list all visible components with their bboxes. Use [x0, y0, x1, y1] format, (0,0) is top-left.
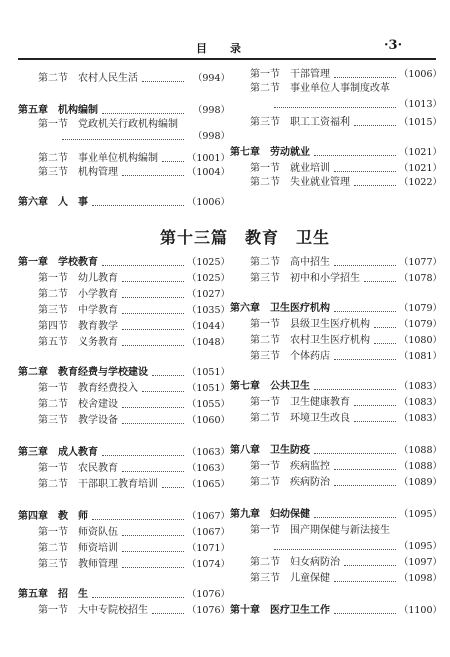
- page-header: [0, 0, 450, 60]
- toc-entry: [18, 336, 230, 350]
- toc-entry: [18, 320, 230, 334]
- toc-entry-page: （1001）: [186, 153, 230, 164]
- toc-entry: [18, 382, 230, 396]
- toc-entry: [18, 462, 230, 476]
- toc-entry: [18, 414, 230, 428]
- dot-leader: [334, 581, 396, 582]
- dot-leader: [142, 391, 184, 392]
- toc-entry-page: （1063）: [186, 447, 230, 458]
- toc-entry-title: 第三节 初中和小学招生: [250, 273, 360, 284]
- toc-entry: [230, 556, 442, 570]
- dot-leader: [122, 281, 184, 282]
- dot-leader: [122, 423, 184, 424]
- toc-entry-page: （1088）: [398, 445, 442, 456]
- toc-entry-title: 第四节 教育教学: [38, 321, 118, 332]
- toc-chapter: [230, 302, 442, 316]
- toc-entry-page: （1051）: [186, 383, 230, 394]
- dot-leader: [102, 265, 184, 266]
- dot-leader: [334, 613, 396, 614]
- part-title: 第十三篇 教育 卫生: [160, 228, 331, 247]
- dot-leader: [354, 185, 396, 186]
- toc-entry-title: 第二节 农村人民生活: [38, 73, 138, 84]
- toc-entry-page: （1077）: [398, 257, 442, 268]
- toc-chapter: [18, 366, 230, 380]
- toc-entry-title: 第三节 中学教育: [38, 305, 118, 316]
- dot-leader: [314, 517, 396, 518]
- dot-leader: [344, 565, 396, 566]
- toc-chapter: [230, 380, 442, 394]
- toc-chapter: [18, 196, 230, 210]
- toc-entry-page: （1022）: [398, 177, 442, 188]
- dot-leader: [374, 327, 396, 328]
- toc-entry-page: （1025）: [186, 273, 230, 284]
- toc-entry-title: 第一节 就业培训: [250, 163, 330, 174]
- dot-leader: [334, 77, 396, 78]
- toc-entry-title: 第二节 事业单位机构编制: [38, 153, 158, 164]
- toc-entry-page: （1088）: [398, 461, 442, 472]
- toc-entry-title: 第一节 师资队伍: [38, 527, 118, 538]
- dot-leader: [354, 405, 396, 406]
- toc-entry-page: （1027）: [186, 289, 230, 300]
- toc-entry: [18, 542, 230, 556]
- toc-entry: [18, 130, 230, 144]
- dot-leader: [122, 407, 184, 408]
- toc-entry: [18, 72, 230, 86]
- dot-leader: [334, 359, 396, 360]
- toc-entry: [230, 256, 442, 270]
- toc-entry-title: 第二节 妇女病防治: [250, 557, 340, 568]
- toc-entry-page: （1025）: [186, 257, 230, 268]
- toc-chapter: [230, 604, 442, 618]
- toc-entry: [230, 396, 442, 410]
- toc-entry-title: 第一节 大中专院校招生: [38, 605, 148, 616]
- toc-entry-page: （1089）: [398, 477, 442, 488]
- toc-entry-title: 第二节 小学教育: [38, 289, 118, 300]
- dot-leader: [334, 485, 396, 486]
- toc-entry: [230, 272, 442, 286]
- toc-entry-page: （1083）: [398, 413, 442, 424]
- toc-entry-page: （1078）: [398, 273, 442, 284]
- toc-entry-title: 第二章 教育经费与学校建设: [18, 367, 148, 378]
- toc-entry: [18, 398, 230, 412]
- dot-leader: [122, 329, 184, 330]
- toc-entry-title: 第十章 医疗卫生工作: [230, 605, 330, 616]
- toc-entry-page: （1065）: [186, 479, 230, 490]
- dot-leader: [122, 567, 184, 568]
- toc-entry-title: 第五节 义务教育: [38, 337, 118, 348]
- toc-chapter: [18, 446, 230, 460]
- toc-entry-title: 第一节 疾病监控: [250, 461, 330, 472]
- toc-entry-title: 第一节 党政机关行政机构编制: [38, 119, 178, 130]
- header-title: 目 录: [196, 42, 247, 55]
- toc-entry-title: 第九章 妇幼保健: [230, 509, 310, 520]
- toc-entry: [18, 152, 230, 166]
- toc-entry: [18, 478, 230, 492]
- toc-chapter: [230, 508, 442, 522]
- toc-entry: [230, 476, 442, 490]
- dot-leader: [92, 597, 184, 598]
- toc-entry-page: （1013）: [398, 99, 442, 110]
- dot-leader: [122, 551, 184, 552]
- toc-entry: [18, 288, 230, 302]
- toc-entry-title: 第三节 教学设备: [38, 415, 118, 426]
- toc-entry: [230, 412, 442, 426]
- toc-entry-page: （1083）: [398, 381, 442, 392]
- toc-entry-title: 第一节 围产期保健与新法接生: [250, 525, 390, 536]
- toc-entry-title: 第二节 高中招生: [250, 257, 330, 268]
- toc-entry-title: 第三章 成人教育: [18, 447, 98, 458]
- page-number: ·3·: [384, 38, 403, 53]
- toc-entry: [18, 558, 230, 572]
- toc-entry-title: 第二节 疾病防治: [250, 477, 330, 488]
- dot-leader: [122, 345, 184, 346]
- toc-entry-page: （1021）: [398, 147, 442, 158]
- toc-entry-title: 第七章 公共卫生: [230, 381, 310, 392]
- toc-entry: [230, 350, 442, 364]
- dot-leader: [152, 375, 184, 376]
- toc-entry: [230, 98, 442, 112]
- toc-entry-title: 第七章 劳动就业: [230, 147, 310, 158]
- toc-entry-page: （1048）: [186, 337, 230, 348]
- toc-entry-page: （1098）: [398, 573, 442, 584]
- toc-entry-title: 第二节 师资培训: [38, 543, 118, 554]
- dot-leader: [122, 471, 184, 472]
- header-rule: [18, 58, 436, 60]
- dot-leader: [102, 113, 184, 114]
- toc-entry: [230, 162, 442, 176]
- toc-entry-page: （1060）: [186, 415, 230, 426]
- toc-entry-title: 第二节 事业单位人事制度改革: [250, 83, 390, 94]
- toc-entry: [230, 334, 442, 348]
- toc-entry-page: （1071）: [186, 543, 230, 554]
- toc-entry-page: （1044）: [186, 321, 230, 332]
- toc-entry-page: （1080）: [398, 335, 442, 346]
- toc-entry-title: 第五章 机构编制: [18, 105, 98, 116]
- dot-leader: [364, 281, 396, 282]
- toc-entry-page: （1074）: [186, 559, 230, 570]
- toc-chapter: [230, 444, 442, 458]
- toc-entry-title: 第二节 失业就业管理: [250, 177, 350, 188]
- toc-entry: [18, 166, 230, 180]
- dot-leader: [354, 421, 396, 422]
- toc-entry-page: （1079）: [398, 303, 442, 314]
- toc-entry: [230, 460, 442, 474]
- dot-leader: [162, 487, 184, 488]
- toc-entry: [230, 176, 442, 190]
- toc-chapter: [18, 256, 230, 270]
- dot-leader: [92, 205, 184, 206]
- dot-leader: [314, 453, 396, 454]
- toc-entry-page: （1055）: [186, 399, 230, 410]
- dot-leader: [102, 455, 184, 456]
- dot-leader: [374, 343, 396, 344]
- toc-chapter: [230, 146, 442, 160]
- toc-entry-page: （998）: [192, 105, 230, 116]
- toc-entry-page: （1081）: [398, 351, 442, 362]
- toc-entry-title: 第五章 招 生: [18, 589, 88, 600]
- dot-leader: [122, 535, 184, 536]
- toc-entry-page: （1067）: [186, 511, 230, 522]
- toc-entry-page: （1063）: [186, 463, 230, 474]
- dot-leader: [354, 125, 396, 126]
- dot-leader: [122, 313, 184, 314]
- toc-entry: [230, 524, 442, 538]
- toc-entry-title: 第一节 县级卫生医疗机构: [250, 319, 370, 330]
- toc-entry: [230, 540, 442, 554]
- toc-entry-page: （998）: [192, 131, 230, 142]
- dot-leader: [274, 107, 396, 108]
- toc-entry-page: （1021）: [398, 163, 442, 174]
- toc-entry-title: 第二节 校舍建设: [38, 399, 118, 410]
- toc-entry-title: 第八章 卫生防疫: [230, 445, 310, 456]
- toc-entry: [230, 572, 442, 586]
- dot-leader: [314, 389, 396, 390]
- toc-entry-title: 第一节 农民教育: [38, 463, 118, 474]
- toc-entry-title: 第一节 干部管理: [250, 69, 330, 80]
- toc-entry-title: 第三节 个体药店: [250, 351, 330, 362]
- toc-entry-title: 第三节 职工工资福利: [250, 117, 350, 128]
- toc-entry-title: 第一节 幼儿教育: [38, 273, 118, 284]
- toc-entry-title: 第三节 教师管理: [38, 559, 118, 570]
- toc-entry: [18, 604, 230, 618]
- dot-leader: [122, 297, 184, 298]
- toc-entry-page: （994）: [192, 73, 230, 84]
- toc-entry-page: （1067）: [186, 527, 230, 538]
- toc-entry-title: 第一章 学校教育: [18, 257, 98, 268]
- toc-entry-title: 第二节 环境卫生改良: [250, 413, 350, 424]
- toc-entry-page: （1083）: [398, 397, 442, 408]
- toc-entry-title: 第六章 人 事: [18, 197, 88, 208]
- toc-entry-page: （1051）: [186, 367, 230, 378]
- dot-leader: [274, 549, 396, 550]
- toc-entry-page: （1095）: [398, 541, 442, 552]
- toc-entry-title: 第四章 教 师: [18, 511, 88, 522]
- dot-leader: [334, 171, 396, 172]
- toc-entry: [230, 68, 442, 82]
- toc-chapter: [18, 104, 230, 118]
- dot-leader: [334, 311, 396, 312]
- toc-entry-page: （1097）: [398, 557, 442, 568]
- toc-entry-page: （1079）: [398, 319, 442, 330]
- toc-entry-title: 第一节 卫生健康教育: [250, 397, 350, 408]
- toc-entry-page: （1006）: [398, 69, 442, 80]
- toc-entry-title: 第三节 儿童保健: [250, 573, 330, 584]
- toc-entry-title: 第一节 教育经费投入: [38, 383, 138, 394]
- dot-leader: [62, 139, 184, 140]
- toc-entry: [230, 116, 442, 130]
- toc-chapter: [18, 588, 230, 602]
- toc-entry-title: 第六章 卫生医疗机构: [230, 303, 330, 314]
- dot-leader: [314, 155, 396, 156]
- dot-leader: [334, 469, 396, 470]
- dot-leader: [142, 81, 184, 82]
- toc-entry-page: （1004）: [186, 167, 230, 178]
- toc-entry: [230, 318, 442, 332]
- toc-entry-page: （1076）: [186, 589, 230, 600]
- dot-leader: [122, 175, 184, 176]
- toc-entry-title: 第二节 农村卫生医疗机构: [250, 335, 370, 346]
- toc-entry-page: （1100）: [398, 605, 442, 616]
- toc-entry: [230, 82, 442, 96]
- dot-leader: [92, 519, 184, 520]
- dot-leader: [162, 161, 184, 162]
- toc-entry: [18, 272, 230, 286]
- toc-entry-page: （1035）: [186, 305, 230, 316]
- toc-entry-page: （1076）: [186, 605, 230, 616]
- toc-entry-page: （1015）: [398, 117, 442, 128]
- toc-entry: [18, 304, 230, 318]
- toc-entry-page: （1006）: [186, 197, 230, 208]
- dot-leader: [152, 613, 184, 614]
- toc-entry-page: （1095）: [398, 509, 442, 520]
- toc-entry: [18, 526, 230, 540]
- toc-entry-title: 第三节 机构管理: [38, 167, 118, 178]
- toc-chapter: [18, 510, 230, 524]
- dot-leader: [334, 265, 396, 266]
- toc-entry-title: 第二节 干部职工教育培训: [38, 479, 158, 490]
